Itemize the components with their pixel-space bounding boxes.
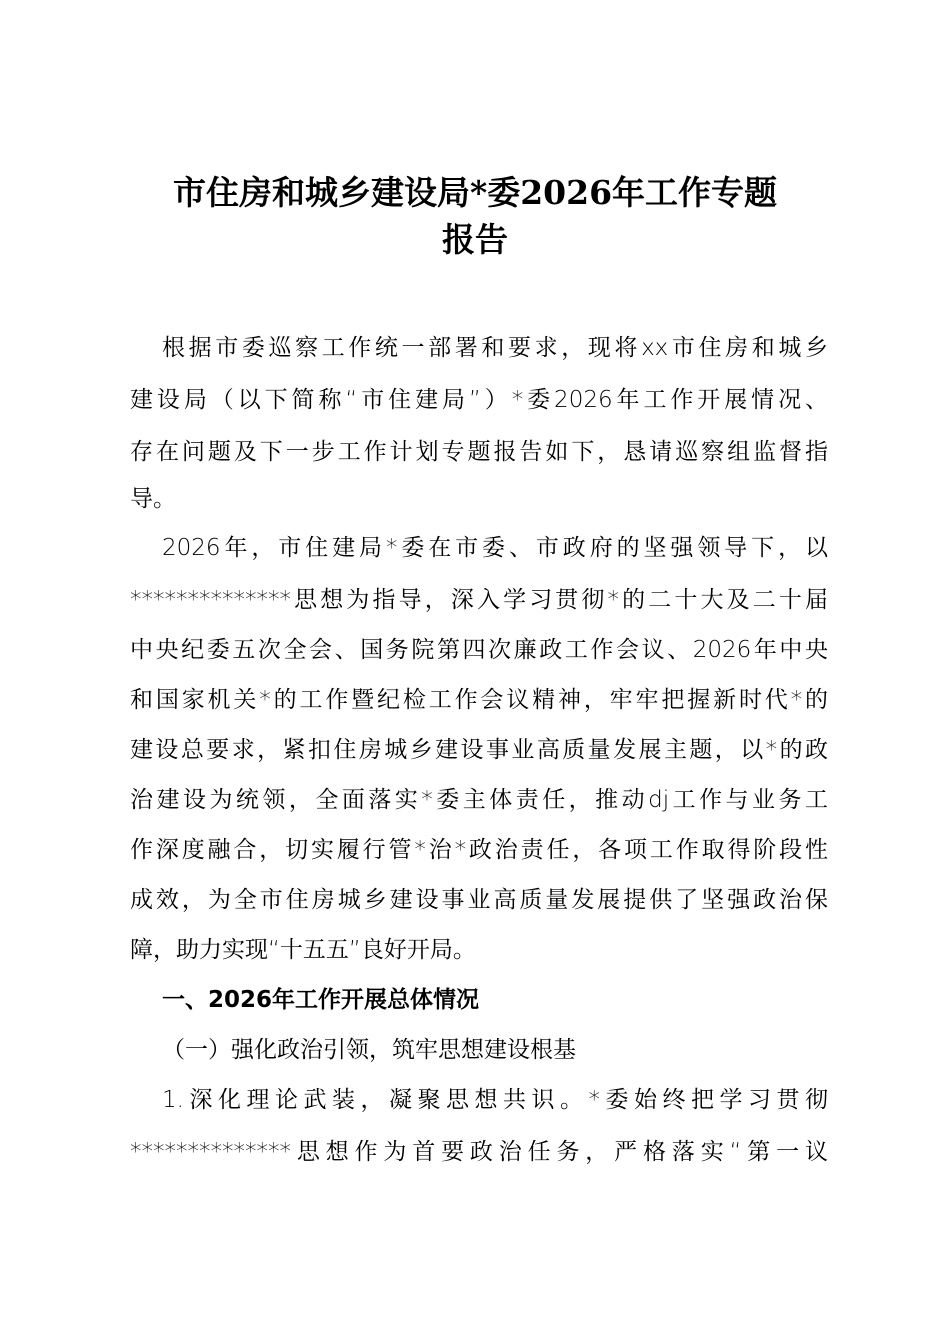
paragraph-line: **************思想为指导，深入学习贯彻*的二十大及二十届 xyxy=(130,587,828,613)
subsection-heading: （一）强化政治引领，筑牢思想建设根基 xyxy=(162,1037,576,1063)
document-title-line-2: 报告 xyxy=(442,220,508,259)
paragraph-line: 建设总要求，紧扣住房城乡建设事业高质量发展主题，以*的政 xyxy=(130,737,828,763)
paragraph-line: 存在问题及下一步工作计划专题报告如下，恳请巡察组监督指 xyxy=(130,439,828,465)
paragraph-line: 治建设为统领，全面落实*委主体责任，推动dj工作与业务工 xyxy=(130,787,828,813)
paragraph-line: 1.深化理论武装，凝聚思想共识。*委始终把学习贯彻 xyxy=(162,1087,828,1113)
paragraph-line: 导。 xyxy=(130,486,176,512)
document-title-line-1: 市住房和城乡建设局*委2026年工作专题 xyxy=(172,173,778,212)
paragraph-line: 中央纪委五次全会、国务院第四次廉政工作会议、2026年中央 xyxy=(130,637,828,663)
paragraph-line: 2026年，市住建局*委在市委、市政府的坚强领导下，以 xyxy=(162,535,828,561)
paragraph-line: 成效，为全市住房城乡建设事业高质量发展提供了坚强政治保 xyxy=(130,887,828,913)
paragraph-line: 障，助力实现“十五五”良好开局。 xyxy=(130,937,476,963)
paragraph-line: 根据市委巡察工作统一部署和要求，现将xx市住房和城乡 xyxy=(162,335,828,361)
paragraph-line: **************思想作为首要政治任务，严格落实“第一议 xyxy=(130,1139,828,1165)
paragraph-line: 作深度融合，切实履行管*治*政治责任，各项工作取得阶段性 xyxy=(130,837,828,863)
paragraph-line: 和国家机关*的工作暨纪检工作会议精神，牢牢把握新时代*的 xyxy=(130,687,828,713)
paragraph-line: 建设局（以下简称“市住建局”）*委2026年工作开展情况、 xyxy=(130,387,828,413)
section-heading: 一、2026年工作开展总体情况 xyxy=(162,987,480,1013)
